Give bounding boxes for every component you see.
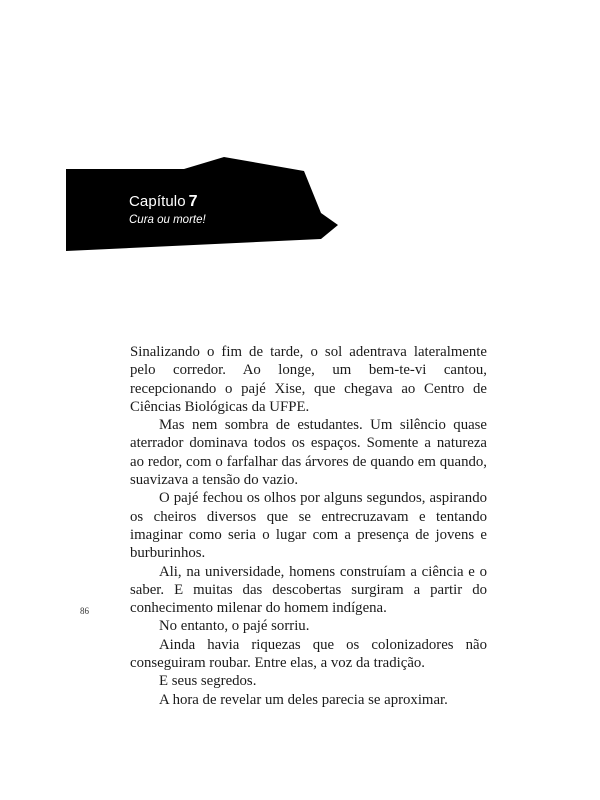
paragraph: Ainda havia riquezas que os colonizadores não conseguiram roubar. Entre elas, a voz da tradição. <box>130 636 487 672</box>
chapter-banner <box>66 155 338 255</box>
paragraph: Sinalizando o fim de tarde, o sol adentrava lateralmente pelo corredor. Ao longe, um bem-te-vi cantou, recepcionando o pajé Xise, que chegava ao Centro de Ciências Biológicas da UFPE. <box>130 344 487 415</box>
chapter-label: Capítulo <box>129 193 186 210</box>
chapter-banner-shape <box>66 155 338 255</box>
paragraph: Mas nem sombra de estudantes. Um silêncio quase aterrador dominava todos os espaços. Somente a natureza ao redor, com o farfalhar das árvores de quando em quando, suavizava a tensão do vazio. <box>130 417 487 489</box>
chapter-body <box>130 343 487 709</box>
page-number: 86 <box>80 606 89 616</box>
paragraph: Ali, na universidade, homens construíam a ciência e o saber. E muitas das descobertas surgiram a partir do conhecimento milenar do homem indígena. <box>130 563 487 617</box>
chapter-title <box>129 193 198 211</box>
paragraph: E seus segredos. <box>159 673 257 690</box>
chapter-subtitle: Cura ou morte! <box>129 214 206 226</box>
paragraph: No entanto, o pajé sorriu. <box>159 618 310 635</box>
chapter-number: 7 <box>188 193 198 210</box>
paragraph: O pajé fechou os olhos por alguns segundos, aspirando os cheiros diversos que se entrecruzavam e tentando imaginar como seria o lugar com a presença de jovens e burburinhos. <box>130 490 487 562</box>
paragraph: A hora de revelar um deles parecia se aproximar. <box>159 691 448 708</box>
